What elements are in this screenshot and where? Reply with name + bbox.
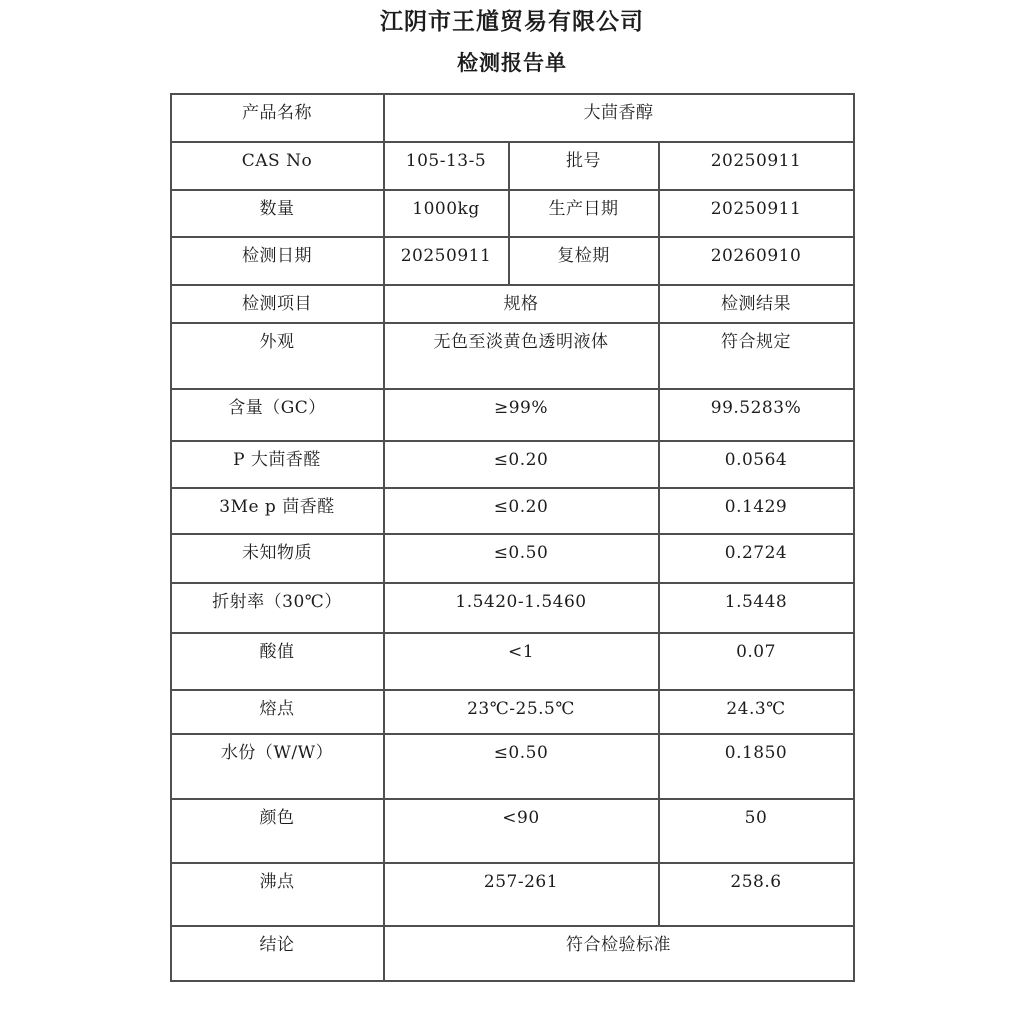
cas-no-label: CAS No — [171, 142, 384, 190]
item-moisture-label: 水份（W/W） — [171, 734, 384, 799]
production-date-value: 20250911 — [659, 190, 854, 237]
item-boiling-point-result: 258.6 — [659, 863, 854, 926]
item-assay-gc-label: 含量（GC） — [171, 389, 384, 441]
item-refractive-index-label: 折射率（30℃） — [171, 583, 384, 633]
batch-no-label: 批号 — [509, 142, 659, 190]
table-row — [171, 389, 854, 441]
table-row — [171, 285, 854, 323]
item-unknown-substance-result: 0.2724 — [659, 534, 854, 583]
header-test-item: 检测项目 — [171, 285, 384, 323]
item-3me-p-anisaldehyde-label: 3Me p 茴香醛 — [171, 488, 384, 534]
cas-no-value: 105-13-5 — [384, 142, 509, 190]
inspection-report-table — [170, 93, 855, 982]
header-specification: 规格 — [384, 285, 659, 323]
report-title: 检测报告单 — [457, 50, 567, 75]
table-row — [171, 237, 854, 285]
product-name-label: 产品名称 — [171, 94, 384, 142]
table-row — [171, 323, 854, 389]
item-p-anisaldehyde-label: P 大茴香醛 — [171, 441, 384, 488]
item-boiling-point-label: 沸点 — [171, 863, 384, 926]
item-appearance-label: 外观 — [171, 323, 384, 389]
item-refractive-index-result: 1.5448 — [659, 583, 854, 633]
production-date-label: 生产日期 — [509, 190, 659, 237]
item-color-result: 50 — [659, 799, 854, 863]
item-p-anisaldehyde-spec: ≤0.20 — [384, 441, 659, 488]
item-unknown-substance-label: 未知物质 — [171, 534, 384, 583]
item-moisture-result: 0.1850 — [659, 734, 854, 799]
item-refractive-index-spec: 1.5420-1.5460 — [384, 583, 659, 633]
item-assay-gc-spec: ≥99% — [384, 389, 659, 441]
quantity-value: 1000kg — [384, 190, 509, 237]
header-test-result: 检测结果 — [659, 285, 854, 323]
table-row — [171, 441, 854, 488]
conclusion-label: 结论 — [171, 926, 384, 981]
item-appearance-spec: 无色至淡黄色透明液体 — [384, 323, 659, 389]
item-3me-p-anisaldehyde-result: 0.1429 — [659, 488, 854, 534]
table-row — [171, 583, 854, 633]
batch-no-value: 20250911 — [659, 142, 854, 190]
product-name-value: 大茴香醇 — [384, 94, 854, 142]
item-melting-point-spec: 23℃-25.5℃ — [384, 690, 659, 734]
item-appearance-result: 符合规定 — [659, 323, 854, 389]
retest-date-value: 20260910 — [659, 237, 854, 285]
table-row — [171, 534, 854, 583]
item-moisture-spec: ≤0.50 — [384, 734, 659, 799]
retest-date-label: 复检期 — [509, 237, 659, 285]
test-date-label: 检测日期 — [171, 237, 384, 285]
conclusion-value: 符合检验标准 — [384, 926, 854, 981]
item-color-label: 颜色 — [171, 799, 384, 863]
table-row — [171, 799, 854, 863]
table-row — [171, 142, 854, 190]
item-p-anisaldehyde-result: 0.0564 — [659, 441, 854, 488]
table-row — [171, 863, 854, 926]
item-acid-value-spec: <1 — [384, 633, 659, 690]
item-unknown-substance-spec: ≤0.50 — [384, 534, 659, 583]
table-row — [171, 926, 854, 981]
item-boiling-point-spec: 257-261 — [384, 863, 659, 926]
item-3me-p-anisaldehyde-spec: ≤0.20 — [384, 488, 659, 534]
item-acid-value-label: 酸值 — [171, 633, 384, 690]
table-row — [171, 488, 854, 534]
company-name: 江阴市王馗贸易有限公司 — [380, 8, 644, 35]
table-row — [171, 94, 854, 142]
table-row — [171, 190, 854, 237]
quantity-label: 数量 — [171, 190, 384, 237]
item-color-spec: <90 — [384, 799, 659, 863]
table-row — [171, 633, 854, 690]
item-melting-point-result: 24.3℃ — [659, 690, 854, 734]
test-date-value: 20250911 — [384, 237, 509, 285]
table-row — [171, 690, 854, 734]
table-row — [171, 734, 854, 799]
item-acid-value-result: 0.07 — [659, 633, 854, 690]
item-melting-point-label: 熔点 — [171, 690, 384, 734]
item-assay-gc-result: 99.5283% — [659, 389, 854, 441]
